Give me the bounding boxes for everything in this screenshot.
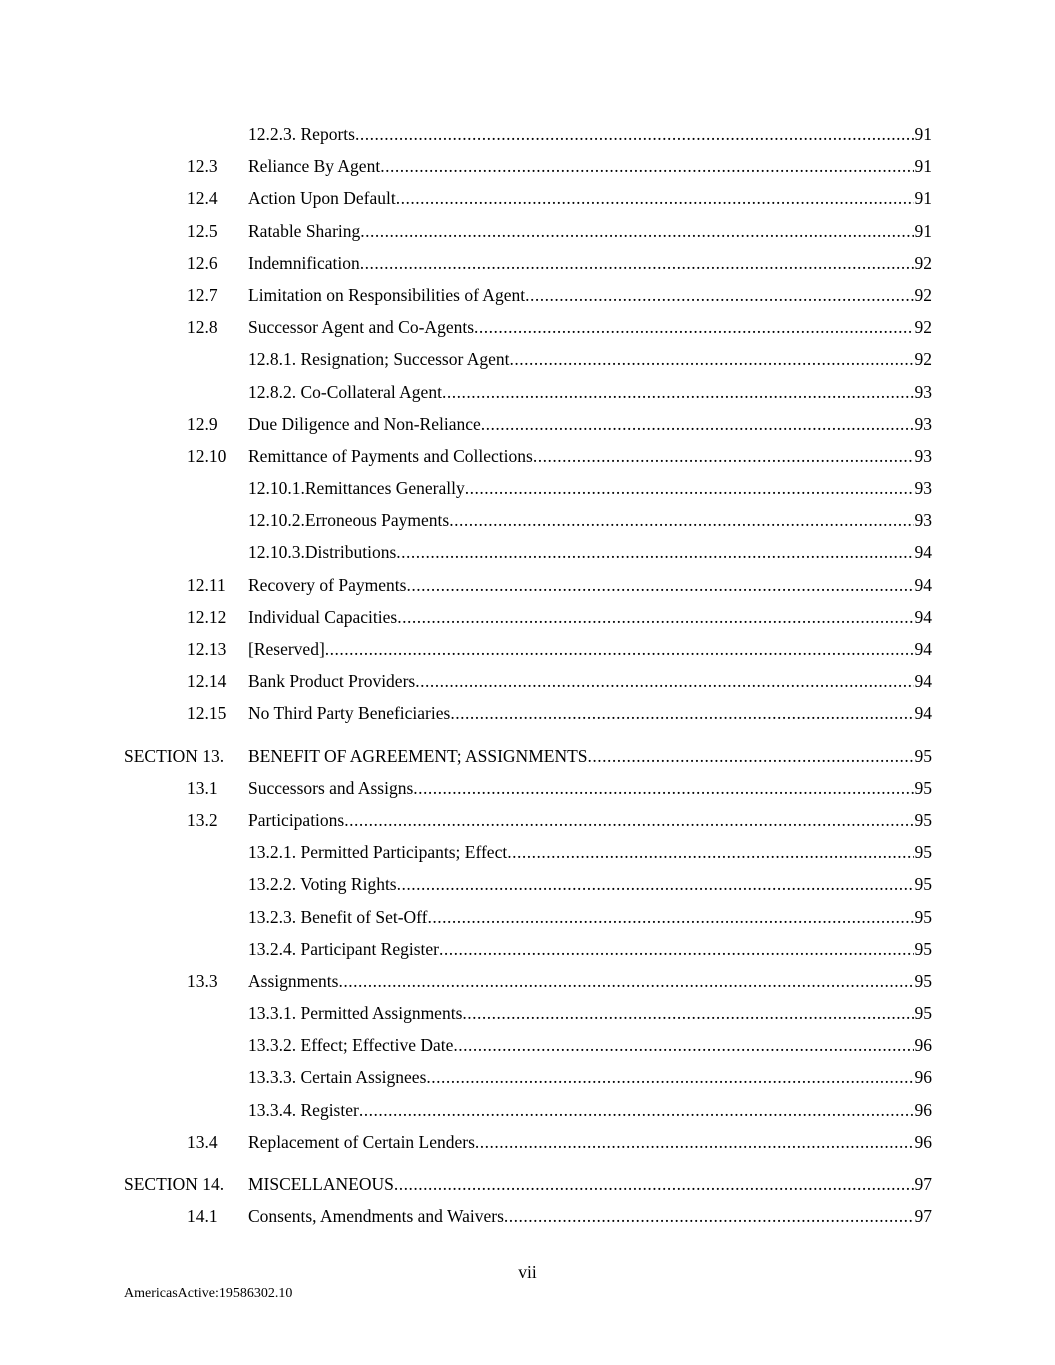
- dot-leader: [396, 182, 914, 214]
- toc-entry-title-line: [248, 933, 932, 965]
- toc-entry-title: 13.2.4. Participant Register: [248, 938, 440, 959]
- toc-entry-number: 12.10: [187, 445, 227, 466]
- toc-entry-title-line: [248, 150, 932, 182]
- toc-entry-title-line: [248, 633, 932, 665]
- page-number: vii: [518, 1262, 537, 1282]
- toc-entry-number: 13.4: [187, 1131, 218, 1152]
- toc-entry-title-line: [248, 868, 932, 900]
- toc-entry-page: 93: [914, 381, 932, 402]
- toc-entry-title: 13.2.1. Permitted Participants; Effect: [248, 842, 508, 863]
- dot-leader: [504, 1200, 914, 1232]
- toc-entry: [124, 665, 932, 697]
- toc-entry-title-line: [248, 1029, 932, 1061]
- toc-entry-page: 93: [914, 510, 932, 531]
- toc-entry: [124, 536, 932, 568]
- toc-entry-page: 93: [914, 478, 932, 499]
- toc-entry: [124, 836, 932, 868]
- toc-entry: [124, 1200, 932, 1232]
- toc-entry-title: No Third Party Beneficiaries: [248, 703, 451, 724]
- toc-entry: [124, 601, 932, 633]
- toc-entry-page: 96: [914, 1067, 932, 1088]
- toc-entry-title-line: [248, 901, 932, 933]
- toc-entry-title-line: [248, 1061, 932, 1093]
- toc-entry: [124, 472, 932, 504]
- toc-entry: [124, 182, 932, 214]
- toc-entry-page: 96: [914, 1035, 932, 1056]
- toc-entry-title-line: [248, 472, 932, 504]
- toc-entry-title-line: [248, 601, 932, 633]
- dot-leader: [475, 1126, 914, 1158]
- toc-entry-number: 12.9: [187, 413, 218, 434]
- toc-entry-title-line: [248, 215, 932, 247]
- toc-entry-title: 12.10.3.Distributions: [248, 542, 397, 563]
- toc-entry-title-line: [248, 772, 932, 804]
- toc-entry-page: 92: [914, 349, 932, 370]
- toc-entry-title-line: [248, 740, 932, 772]
- dot-leader: [510, 343, 914, 375]
- toc-entry-page: 91: [914, 220, 932, 241]
- toc-entry-page: 96: [914, 1099, 932, 1120]
- dot-leader: [465, 472, 914, 504]
- toc-entry-number: 13.1: [187, 777, 218, 798]
- toc-entry: [124, 150, 932, 182]
- dot-leader: [338, 965, 913, 997]
- toc-entry: [124, 997, 932, 1029]
- toc-entry-title-line: [248, 804, 932, 836]
- toc-entry-number: 12.12: [187, 606, 227, 627]
- dot-leader: [507, 836, 913, 868]
- toc-entry-page: 91: [914, 124, 932, 144]
- toc-entry-number: 12.7: [187, 284, 218, 305]
- toc-entry-title: Assignments: [248, 970, 339, 991]
- toc-entry-title-line: [248, 569, 932, 601]
- toc-entry-title: Due Diligence and Non-Reliance: [248, 413, 481, 434]
- toc-entry-title: 13.3.4. Register: [248, 1099, 359, 1120]
- toc-entry-page: 95: [914, 745, 932, 766]
- dot-leader: [453, 1029, 913, 1061]
- toc-entry-page: 94: [914, 671, 932, 692]
- toc-entry-page: 95: [914, 906, 932, 927]
- dot-leader: [428, 901, 914, 933]
- toc-entry-title: Bank Product Providers: [248, 671, 416, 692]
- toc-entry-page: 95: [914, 938, 932, 959]
- toc-entry-number: 12.11: [187, 574, 226, 595]
- dot-leader: [396, 536, 913, 568]
- toc-entry-number: 12.4: [187, 188, 218, 209]
- toc-entry-title: 12.8.1. Resignation; Successor Agent: [248, 349, 510, 370]
- toc-entry: [124, 965, 932, 997]
- toc-entry-title-line: [248, 311, 932, 343]
- dot-leader: [415, 665, 913, 697]
- toc-entry-title: MISCELLANEOUS: [248, 1174, 394, 1194]
- toc-entry-title-line: [248, 408, 932, 440]
- toc-entry: [124, 440, 932, 472]
- toc-entry-title-line: [248, 965, 932, 997]
- toc-entry-title: 13.2.2. Voting Rights: [248, 874, 397, 895]
- toc-entry-title-line: [248, 279, 932, 311]
- toc-entry: [124, 633, 932, 665]
- toc-entry-page: 94: [914, 703, 932, 724]
- toc-entry-page: 91: [914, 188, 932, 209]
- dot-leader: [397, 601, 913, 633]
- dot-leader: [450, 697, 913, 729]
- dot-leader: [533, 440, 914, 472]
- toc-entry-page: 92: [914, 252, 932, 273]
- dot-leader: [380, 150, 913, 182]
- toc-entry-title: Individual Capacities: [248, 606, 398, 627]
- toc-entry: [124, 343, 932, 375]
- toc-entry-title: 13.3.1. Permitted Assignments: [248, 1003, 463, 1024]
- toc-entry-page: 95: [914, 809, 932, 830]
- toc-entry-page: 93: [914, 445, 932, 466]
- toc-entry-title: Successors and Assigns: [248, 777, 414, 798]
- toc-entry-number: 14.1: [187, 1206, 218, 1227]
- dot-leader: [588, 740, 914, 772]
- toc-entry-title: 13.3.2. Effect; Effective Date: [248, 1035, 454, 1056]
- toc-entry-page: 92: [914, 317, 932, 338]
- toc-entry-title: Ratable Sharing: [248, 220, 361, 241]
- toc-entry-page: 93: [914, 413, 932, 434]
- toc-entry-number: 12.8: [187, 317, 218, 338]
- dot-leader: [344, 804, 913, 836]
- toc-entry-title: 12.10.1.Remittances Generally: [248, 478, 465, 499]
- toc-entry-number: 12.13: [187, 639, 227, 659]
- toc-entry: [124, 279, 932, 311]
- toc-entry-title: 12.2.3. Reports: [248, 124, 355, 144]
- toc-entry: [124, 247, 932, 279]
- toc-entry: [124, 697, 932, 729]
- toc-entry-title-line: [248, 343, 932, 375]
- toc-entry-page: 95: [914, 970, 932, 991]
- toc-entry-page: 94: [914, 639, 932, 659]
- dot-leader: [360, 215, 913, 247]
- dot-leader: [474, 311, 913, 343]
- toc-entry-title: 12.8.2. Co-Collateral Agent: [248, 381, 442, 402]
- dot-leader: [355, 118, 914, 150]
- toc-entry-number: 12.3: [187, 156, 218, 177]
- toc-entry-title: Remittance of Payments and Collections: [248, 445, 533, 466]
- toc-entry-number: SECTION 14.: [124, 1174, 225, 1194]
- dot-leader: [406, 569, 913, 601]
- dot-leader: [462, 997, 913, 1029]
- toc-entry-title-line: [248, 1200, 932, 1232]
- document-id: AmericasActive:19586302.10: [124, 1286, 293, 1301]
- toc-entry-title: Consents, Amendments and Waivers: [248, 1206, 504, 1227]
- dot-leader: [439, 933, 913, 965]
- toc-entry: [124, 868, 932, 900]
- toc-entry-title-line: [248, 247, 932, 279]
- toc-entry-title-line: [248, 440, 932, 472]
- toc-entry-title-line: [248, 1126, 932, 1158]
- toc-entry-title-line: [248, 1168, 932, 1200]
- toc-entry: [124, 933, 932, 965]
- dot-leader: [481, 408, 914, 440]
- toc-entry-title: Action Upon Default: [248, 188, 396, 209]
- toc-entry-number: 12.14: [187, 671, 227, 692]
- toc-entry-number: 12.15: [187, 703, 227, 724]
- toc-entry-title-line: [248, 665, 932, 697]
- toc-entry-title-line: [248, 376, 932, 408]
- toc-entry-title: Successor Agent and Co-Agents: [248, 317, 475, 338]
- dot-leader: [394, 1168, 914, 1200]
- toc-entry-title: 12.10.2.Erroneous Payments: [248, 510, 450, 531]
- toc-entry-title: BENEFIT OF AGREEMENT; ASSIGNMENTS: [248, 745, 588, 766]
- toc-entry-number: 13.2: [187, 809, 218, 830]
- toc-entry-title: [Reserved]: [248, 639, 325, 659]
- toc-entry: [124, 1126, 932, 1158]
- toc-entry: [124, 1094, 932, 1126]
- dot-leader: [449, 504, 913, 536]
- toc-entry-page: 95: [914, 842, 932, 863]
- toc-entry-title: Indemnification: [248, 252, 360, 273]
- dot-leader: [325, 633, 914, 665]
- toc-entry: [124, 215, 932, 247]
- toc-entry-title: 13.2.3. Benefit of Set-Off: [248, 906, 428, 927]
- dot-leader: [426, 1061, 913, 1093]
- toc-entry: [124, 1029, 932, 1061]
- toc-entry-title-line: [248, 1094, 932, 1126]
- toc-entry-page: 97: [914, 1206, 932, 1227]
- toc-entry-page: 95: [914, 777, 932, 798]
- toc-entry: [124, 1061, 932, 1093]
- toc-entry-page: 94: [914, 574, 932, 595]
- toc-entry-page: 91: [914, 156, 932, 177]
- toc-entry: [124, 901, 932, 933]
- toc-entry: [124, 569, 932, 601]
- toc-entry-title: Reliance By Agent: [248, 156, 381, 177]
- toc-entry: [124, 504, 932, 536]
- toc-entry: [124, 804, 932, 836]
- toc-entry: [124, 772, 932, 804]
- dot-leader: [442, 376, 914, 408]
- toc-entry-title-line: [248, 536, 932, 568]
- toc-entry-page: 95: [914, 874, 932, 895]
- dot-leader: [525, 279, 913, 311]
- toc-entry-number: 13.3: [187, 970, 218, 991]
- dot-leader: [413, 772, 913, 804]
- toc-entry-title-line: [248, 697, 932, 729]
- toc-entry-title-line: [248, 118, 932, 150]
- toc-entry-number: SECTION 13.: [124, 745, 225, 766]
- toc-entry-title: 13.3.3. Certain Assignees: [248, 1067, 427, 1088]
- toc-entry: [124, 376, 932, 408]
- toc-entry-title-line: [248, 836, 932, 868]
- table-of-contents: [124, 118, 932, 1232]
- toc-entry: [124, 118, 932, 150]
- dot-leader: [397, 868, 914, 900]
- toc-entry: [124, 408, 932, 440]
- toc-entry-number: 12.5: [187, 220, 218, 241]
- toc-entry-title-line: [248, 504, 932, 536]
- toc-entry-title: Participations: [248, 809, 345, 830]
- toc-entry-title: Recovery of Payments: [248, 574, 407, 595]
- dot-leader: [360, 247, 914, 279]
- toc-entry: [124, 1168, 932, 1200]
- toc-entry-title: Replacement of Certain Lenders: [248, 1131, 475, 1152]
- toc-entry-page: 97: [914, 1174, 932, 1194]
- toc-entry-page: 92: [914, 284, 932, 305]
- toc-entry-title: Limitation on Responsibilities of Agent: [248, 284, 526, 305]
- toc-entry: [124, 311, 932, 343]
- dot-leader: [359, 1094, 914, 1126]
- toc-entry-page: 94: [914, 542, 932, 563]
- toc-entry-number: 12.6: [187, 252, 218, 273]
- toc-entry-title-line: [248, 182, 932, 214]
- toc-entry-page: 96: [914, 1131, 932, 1152]
- toc-entry-title-line: [248, 997, 932, 1029]
- toc-entry-page: 94: [914, 606, 932, 627]
- toc-entry: [124, 740, 932, 772]
- toc-entry-page: 95: [914, 1003, 932, 1024]
